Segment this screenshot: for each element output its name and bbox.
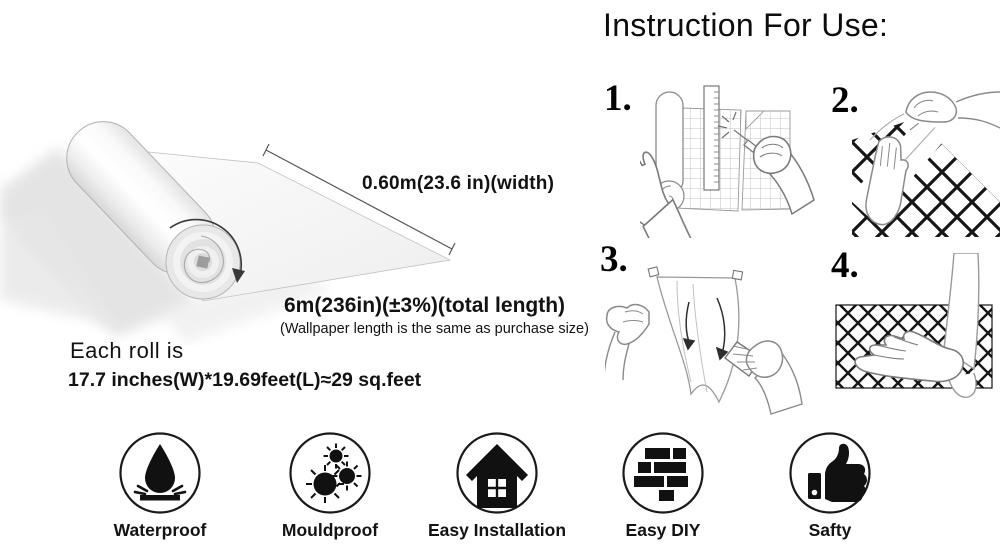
feature-easy-installation [412,431,582,541]
feature-label: Mouldproof [281,520,379,540]
peel-backing-illustration [852,82,1000,237]
tape-corner-left [648,267,659,277]
house-icon [455,431,539,515]
pinching-hand [904,90,1000,130]
squeegee-hand [725,341,802,414]
measure-and-cut-illustration [640,78,825,238]
left-holding-hand [605,305,649,380]
roll-spiral-end [166,225,240,299]
instructions-title: Instruction For Use: [603,7,889,43]
roll-size-heading: Each roll is [70,338,184,363]
water-drop-icon [118,431,202,515]
press-flat-illustration [828,253,1000,405]
hung-wallpaper-sheet [648,267,742,402]
tape-corner-right [732,270,742,279]
germ-icon [288,431,372,515]
ruler [704,86,719,190]
feature-label: Easy DIY [625,520,701,540]
step-2-number: 2. [831,80,859,121]
bricks-icon [621,431,705,515]
feature-label: Easy Installation [427,520,567,540]
total-length-label: 6m(236in)(±3%)(total length) [284,294,566,317]
hang-and-smooth-illustration [605,250,820,420]
feature-label: Waterproof [113,520,207,540]
feature-mouldproof [245,431,415,541]
step-1-number: 1. [604,78,632,119]
feature-easy-diy [578,431,748,541]
thumbs-up-icon [788,431,872,515]
width-dimension-label: 0.60m(23.6 in)(width) [362,173,555,194]
feature-waterproof [75,431,245,541]
length-note: (Wallpaper length is the same as purchase size) [280,321,589,337]
feature-label: Safty [808,520,852,540]
roll-size-detail: 17.7 inches(W)*19.69feet(L)≈29 sq.feet [68,369,422,391]
step-3-number: 3. [600,239,628,280]
feature-safty [745,431,915,541]
step-4-number: 4. [831,245,859,286]
